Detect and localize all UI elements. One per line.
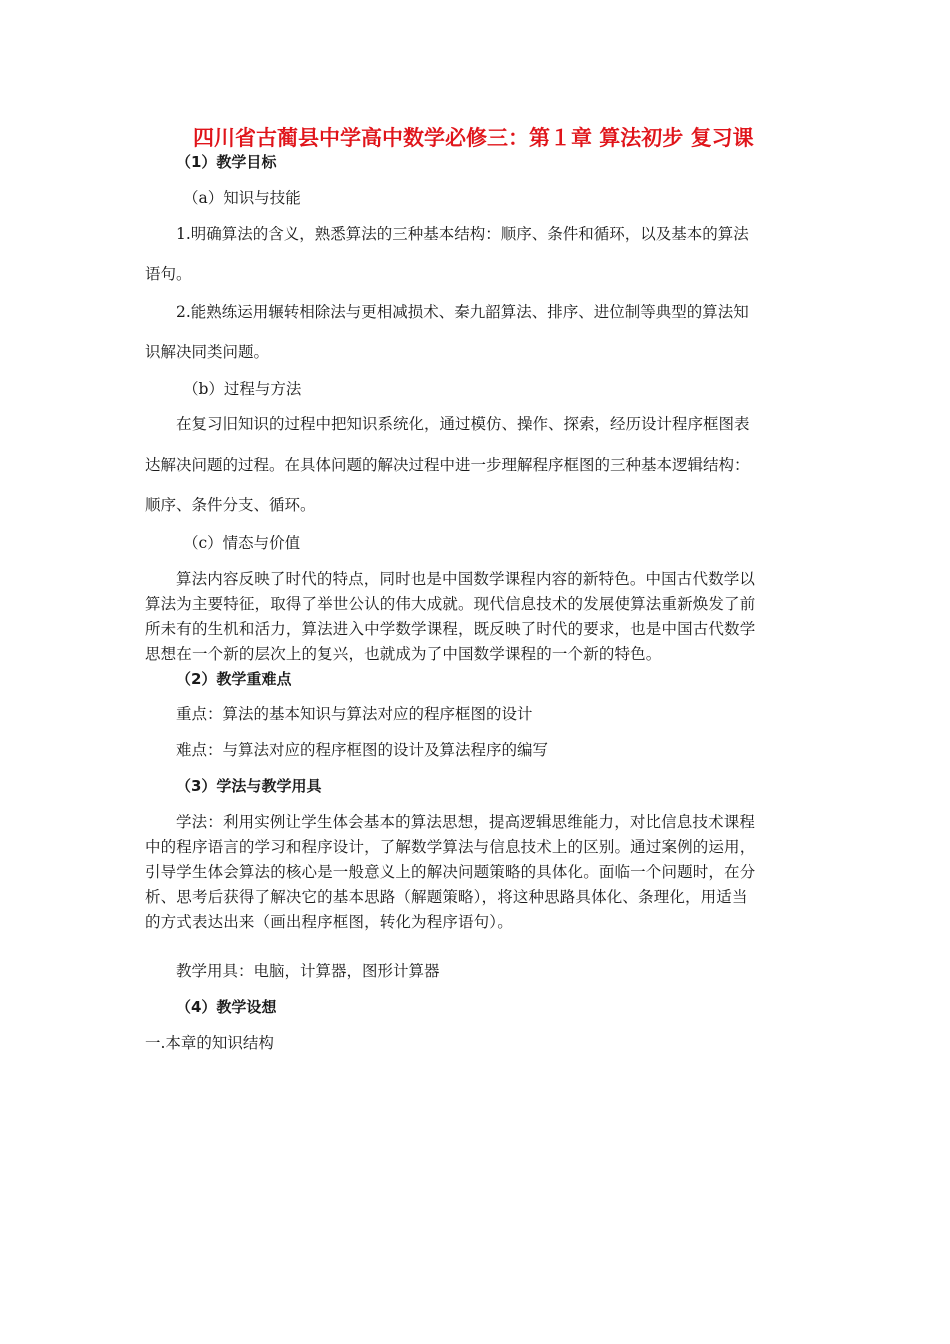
paragraph-line: 思想在一个新的层次上的复兴，也就成为了中国数学课程的一个新的特色。 [145,645,662,663]
outline-item-knowledge-structure: 一.本章的知识结构 [145,1034,274,1052]
subheading-emotion-value: （c）情态与价值 [183,534,301,552]
paragraph-line: 引导学生体会算法的核心是一般意义上的解决问题策略的具体化。面临一个问题时，在分 [145,863,756,881]
paragraph-line: 1.明确算法的含义，熟悉算法的三种基本结构：顺序、条件和循环，以及基本的算法 [176,225,749,243]
paragraph-line: 在复习旧知识的过程中把知识系统化，通过模仿、操作、探索，经历设计程序框图表 [176,415,750,433]
section-heading-key-points: （2）教学重难点 [176,670,292,688]
paragraph-line: 算法内容反映了时代的特点，同时也是中国数学课程内容的新特色。中国古代数学以 [176,570,756,588]
subheading-process-method: （b）过程与方法 [183,380,302,398]
section-heading-objectives: （1）教学目标 [176,153,277,171]
subheading-knowledge-skills: （a）知识与技能 [183,189,301,207]
paragraph-line: 算法为主要特征，取得了举世公认的伟大成就。现代信息技术的发展使算法重新焕发了前 [145,595,756,613]
paragraph-line: 顺序、条件分支、循环。 [145,496,316,514]
teaching-tools-text: 教学用具：电脑，计算器，图形计算器 [176,962,440,980]
paragraph-line: 析、思考后获得了解决它的基本思路（解题策略），将这种思路具体化、条理化，用适当 [145,888,748,906]
paragraph-line: 2.能熟练运用辗转相除法与更相减损术、秦九韶算法、排序、进位制等典型的算法知 [176,303,749,321]
difficult-point-text: 难点：与算法对应的程序框图的设计及算法程序的编写 [176,741,549,759]
paragraph-line: 的方式表达出来（画出程序框图，转化为程序语句）。 [145,913,513,931]
paragraph-line: 学法：利用实例让学生体会基本的算法思想，提高逻辑思维能力，对比信息技术课程 [176,813,756,831]
paragraph-line: 中的程序语言的学习和程序设计，了解数学算法与信息技术上的区别。通过案例的运用， [145,838,756,856]
paragraph-line: 识解决同类问题。 [145,343,270,361]
paragraph-line: 达解决问题的过程。在具体问题的解决过程中进一步理解程序框图的三种基本逻辑结构： [145,456,750,474]
section-heading-teaching-ideas: （4）教学设想 [176,998,277,1016]
section-heading-methods-tools: （3）学法与教学用具 [176,777,322,795]
key-point-text: 重点：算法的基本知识与算法对应的程序框图的设计 [176,705,533,723]
paragraph-line: 语句。 [145,265,192,283]
paragraph-line: 所未有的生机和活力，算法进入中学数学课程，既反映了时代的要求，也是中国古代数学 [145,620,756,638]
document-title: 四川省古蔺县中学高中数学必修三：第１章 算法初步 复习课 [193,126,754,150]
